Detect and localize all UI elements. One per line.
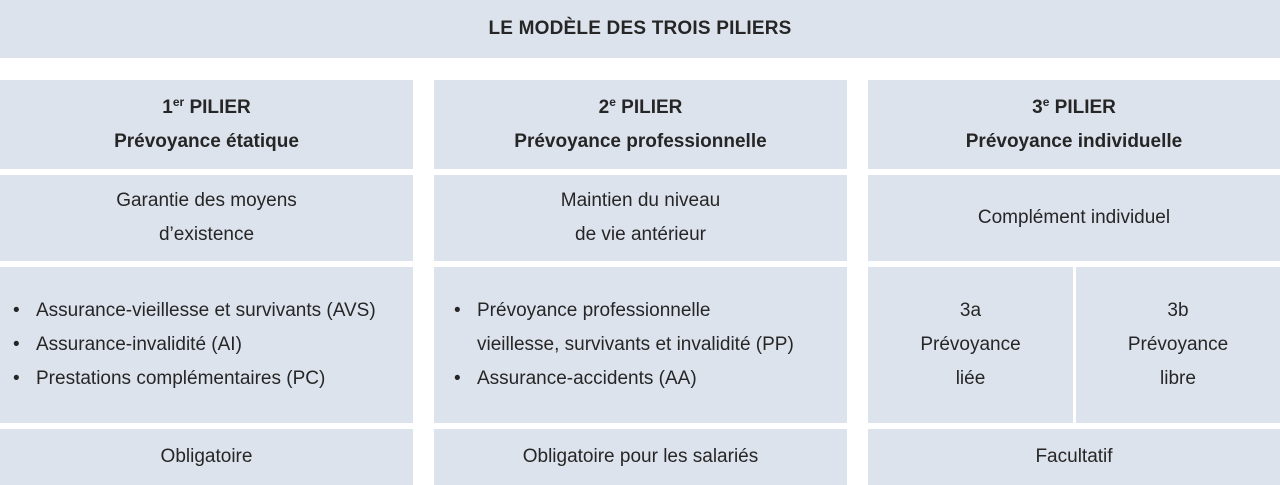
pillar-1-goal: Garantie des moyens d’existence <box>0 175 413 261</box>
pillar-3-header <box>868 80 1280 169</box>
pillar-2-status: Obligatoire pour les salariés <box>434 429 847 485</box>
pillar-3b-box: 3b Prévoyance libre <box>1076 267 1280 423</box>
pillar-2-label: 2e PILIER <box>598 94 683 118</box>
pillar-3-goal: Complément individuel <box>868 175 1280 261</box>
list-item: • Assurance-vieillesse et survivants (AVS) <box>13 300 376 321</box>
pillar-3-label: 3e PILIER <box>1032 94 1116 118</box>
list-item: • Prévoyance professionnelle vieillesse, survivants et invalidité (PP) <box>454 300 794 355</box>
pillar-3-name: Prévoyance individuelle <box>965 130 1183 152</box>
pillar-1-header <box>0 80 413 169</box>
pillar-2-header <box>434 80 847 169</box>
pillar-1-label: 1er PILIER <box>162 94 251 118</box>
diagram-title-text: LE MODÈLE DES TROIS PILIERS <box>488 18 792 39</box>
pillar-1-name: Prévoyance étatique <box>114 130 299 152</box>
pillar-2-name: Prévoyance professionnelle <box>514 130 767 152</box>
pillar-3a-box: 3a Prévoyance liée <box>868 267 1073 423</box>
diagram-title <box>0 0 1280 58</box>
pillar-3-status: Facultatif <box>868 429 1280 485</box>
list-item: • Assurance-invalidité (AI) <box>13 334 242 355</box>
list-item: • Prestations complémentaires (PC) <box>13 368 326 389</box>
pillar-1-status: Obligatoire <box>0 429 413 485</box>
list-item: • Assurance-accidents (AA) <box>454 368 697 389</box>
pillar-1-components <box>0 267 413 423</box>
pillar-2-components <box>434 267 847 423</box>
pillar-2-goal: Maintien du niveau de vie antérieur <box>434 175 847 261</box>
